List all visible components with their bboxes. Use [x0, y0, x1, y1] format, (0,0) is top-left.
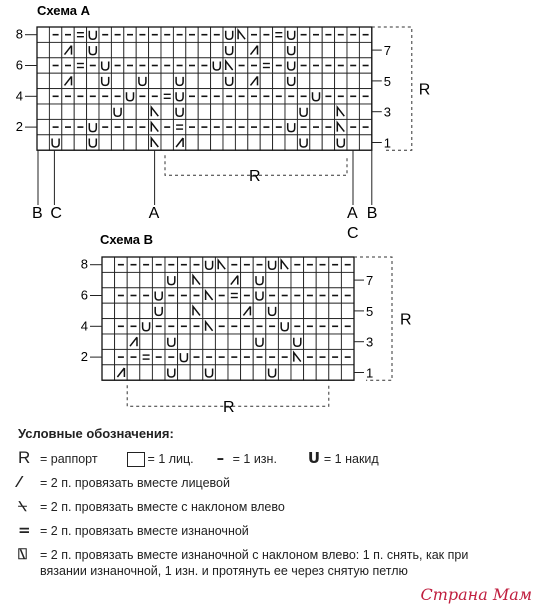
schema-b-cell — [241, 272, 254, 287]
schema-a-rapport-label-bottom: R — [249, 168, 261, 186]
schema-a-cell — [310, 89, 322, 104]
legend-knit: = 1 лиц. — [147, 452, 194, 466]
schema-b-cell — [152, 334, 165, 349]
schema-a-cell — [49, 73, 61, 88]
schema-b-cell — [278, 303, 291, 318]
schema-b-row-number: 8 — [80, 256, 88, 272]
schema-b-cell — [102, 257, 115, 272]
schema-b-cell — [178, 365, 191, 380]
schema-a-cell — [248, 135, 260, 150]
schema-a-cell — [260, 135, 272, 150]
schema-b-cell — [140, 365, 153, 380]
schema-a-cell — [186, 104, 198, 119]
legend-p2tog: = 2 п. провязать вместе изнаночной — [40, 524, 249, 538]
schema-a-cell — [74, 42, 86, 57]
schema-a-cell — [211, 42, 223, 57]
schema-b-cell — [190, 365, 203, 380]
schema-a-cell — [211, 58, 223, 73]
schema-a-cell — [347, 73, 359, 88]
schema-a-cell — [161, 135, 173, 150]
schema-b-cell — [228, 288, 241, 303]
schema-a-cell — [186, 73, 198, 88]
schema-a-cell — [87, 135, 99, 150]
schema-b-cell — [304, 303, 317, 318]
schema-a-cell — [260, 73, 272, 88]
schema-b-cell — [329, 365, 342, 380]
schema-a-cell — [87, 27, 99, 42]
schema-b-cell — [102, 334, 115, 349]
schema-b-row-number: 2 — [80, 349, 88, 365]
schema-b-cell — [165, 272, 178, 287]
schema-a-cell — [335, 73, 347, 88]
schema-b-cell — [102, 272, 115, 287]
schema-a-cell — [74, 104, 86, 119]
schema-a-cell — [124, 73, 136, 88]
schema-b-cell — [203, 334, 216, 349]
legend-ssk: = 2 п. провязать вместе с наклоном влево — [40, 500, 285, 514]
schema-b-cell — [140, 319, 153, 334]
schema-b-cell — [304, 272, 317, 287]
schema-a-cell — [136, 104, 148, 119]
schema-b-cell — [178, 303, 191, 318]
schema-a-cell — [297, 42, 309, 57]
schema-b-cell — [266, 303, 279, 318]
schema-b-cell — [329, 272, 342, 287]
schema-a-cell — [37, 73, 49, 88]
schema-a-rapport-bracket-right — [372, 27, 412, 150]
schema-a-row-number: 7 — [383, 43, 392, 59]
schema-b-cell — [253, 303, 266, 318]
legend-k2tog: = 2 п. провязать вместе лицевой — [40, 476, 230, 490]
schema-a-cell — [186, 135, 198, 150]
schema-b-cell — [241, 365, 254, 380]
schema-a-cell — [273, 104, 285, 119]
schema-a-cell — [74, 58, 86, 73]
schema-b-cell — [291, 272, 304, 287]
schema-b-cell — [165, 303, 178, 318]
schema-b-cell — [190, 334, 203, 349]
schema-a-cell — [111, 73, 123, 88]
schema-a-cell — [62, 104, 74, 119]
schema-a-cell — [173, 104, 185, 119]
schema-a-cell — [359, 42, 371, 57]
schema-a-title: Схема A — [37, 3, 91, 18]
schema-b-cell — [316, 303, 329, 318]
ssk-icon: ⍀ — [18, 497, 28, 515]
schema-a-cell — [359, 135, 371, 150]
schema-a-cell — [161, 104, 173, 119]
schema-a-cell — [87, 73, 99, 88]
schema-b-cell — [341, 365, 354, 380]
knit-symbol — [127, 452, 145, 467]
schema-a-cell — [111, 104, 123, 119]
schema-b-cell — [241, 334, 254, 349]
schema-a-cell — [37, 58, 49, 73]
schema-b-cell — [329, 334, 342, 349]
schema-a-cell — [285, 119, 297, 134]
schema-a-cell — [260, 104, 272, 119]
schema-a-cell — [136, 73, 148, 88]
schema-b-cell — [140, 349, 153, 364]
schema-a-cell — [198, 104, 210, 119]
schema-b-cell — [253, 365, 266, 380]
schema-a-cell — [99, 135, 111, 150]
schema-a-cell — [285, 73, 297, 88]
schema-b-cell — [203, 365, 216, 380]
schema-a-cell — [74, 27, 86, 42]
schema-b-cell — [102, 365, 115, 380]
schema-b-cell — [115, 272, 128, 287]
schema-a-cell — [161, 73, 173, 88]
schema-a-cell — [285, 42, 297, 57]
schema-a-cell — [111, 135, 123, 150]
schema-a-cell — [74, 73, 86, 88]
schema-a-cell — [235, 135, 247, 150]
schema-a-column-letter: B — [366, 205, 378, 222]
schema-a-row-number: 5 — [383, 73, 392, 89]
schema-a-cell — [111, 42, 123, 57]
schema-a-cell — [322, 104, 334, 119]
schema-b-cell — [304, 334, 317, 349]
schema-a-cell — [235, 42, 247, 57]
schema-a-cell — [62, 135, 74, 150]
schema-a-cell — [173, 42, 185, 57]
schema-a-row-number: 2 — [15, 119, 23, 135]
schema-a-cell — [285, 104, 297, 119]
schema-a-cell — [273, 42, 285, 57]
schema-a-row-number: 6 — [15, 57, 23, 73]
schema-b-cell — [115, 303, 128, 318]
schema-b-cell — [215, 303, 228, 318]
schema-a-cell — [359, 73, 371, 88]
schema-a-cell — [235, 104, 247, 119]
schema-a-cell — [310, 42, 322, 57]
schema-b-rapport-label-right: R — [400, 311, 412, 329]
legend-row-symbols — [18, 448, 379, 468]
schema-b-cell — [266, 334, 279, 349]
schema-a-cell — [99, 42, 111, 57]
legend-row-k2tog — [18, 473, 230, 491]
schema-a-cell — [285, 27, 297, 42]
legend-heading: Условные обозначения: — [18, 426, 174, 441]
schema-b-cell — [329, 303, 342, 318]
schema-a-cell — [37, 104, 49, 119]
schema-b-row-number: 1 — [366, 365, 374, 381]
schema-a-cell — [49, 135, 61, 150]
schema-b-cell — [102, 349, 115, 364]
schema-a-cell — [124, 89, 136, 104]
schema-a-cell — [310, 104, 322, 119]
schema-a-cell — [49, 104, 61, 119]
schema-a-cell — [273, 135, 285, 150]
schema-b-cell — [127, 272, 140, 287]
schema-b-cell — [215, 334, 228, 349]
schema-b-row-number: 4 — [80, 318, 88, 334]
schema-a-cell — [273, 73, 285, 88]
schema-b-cell — [165, 334, 178, 349]
schema-a-cell — [173, 73, 185, 88]
schema-b-cell — [341, 334, 354, 349]
schema-b-cell — [178, 334, 191, 349]
schema-b-cell — [178, 272, 191, 287]
schema-b-row-number: 7 — [366, 273, 374, 289]
schema-b-cell — [316, 334, 329, 349]
schema-b-cell — [152, 303, 165, 318]
schema-b-cell — [278, 365, 291, 380]
schema-b-cell — [215, 365, 228, 380]
schema-a-cell — [260, 58, 272, 73]
schema-a-cell — [285, 58, 297, 73]
schema-a-cell — [310, 73, 322, 88]
schema-b-cell — [253, 272, 266, 287]
schema-a-row-number: 1 — [383, 135, 392, 151]
schema-a-cell — [347, 42, 359, 57]
schema-a-cell — [87, 42, 99, 57]
schema-b-cell — [278, 319, 291, 334]
schema-a-cell — [37, 42, 49, 57]
schema-a-column-letter: C — [347, 225, 359, 242]
schema-b-cell — [152, 272, 165, 287]
schema-a-cell — [149, 42, 161, 57]
schema-a-cell — [322, 135, 334, 150]
schema-a-cell — [149, 73, 161, 88]
yarnover-symbol: U — [307, 449, 321, 467]
schema-a-cell — [223, 104, 235, 119]
schema-a-cell — [99, 104, 111, 119]
schema-a-cell — [198, 135, 210, 150]
schema-a-cell — [211, 135, 223, 150]
schema-b-cell — [266, 257, 279, 272]
schema-a-cell — [136, 135, 148, 150]
schema-a-cell — [37, 27, 49, 42]
legend-row-ssp — [18, 545, 468, 563]
rapport-symbol: R — [18, 448, 31, 467]
schema-a-cell — [322, 73, 334, 88]
k2tog-icon: ⁄ — [18, 473, 21, 491]
schema-b-title: Схема B — [100, 232, 154, 247]
schema-b-row-number: 6 — [80, 287, 88, 303]
ssp-icon: ⍂ — [18, 545, 28, 563]
schema-a-cell — [161, 42, 173, 57]
schema-b-cell — [316, 272, 329, 287]
schema-b-cell — [102, 303, 115, 318]
schema-a-cell — [173, 89, 185, 104]
schema-a-cell — [285, 135, 297, 150]
schema-b-cell — [203, 272, 216, 287]
schema-b-cell — [316, 365, 329, 380]
schema-a-cell — [347, 135, 359, 150]
schema-a-cell — [310, 135, 322, 150]
schema-a-cell — [186, 42, 198, 57]
legend-rapport: = раппорт — [40, 452, 98, 466]
legend-yarnover: = 1 накид — [323, 452, 379, 466]
schema-a-cell — [99, 58, 111, 73]
legend-ssp-line1: = 2 п. провязать вместе изнаночной с наклоном влево: 1 п. снять, как при — [40, 548, 469, 562]
schema-b-cell — [178, 349, 191, 364]
schema-b-cell — [165, 365, 178, 380]
schema-b-cell — [266, 365, 279, 380]
schema-a-cell — [49, 42, 61, 57]
schema-b-cell — [102, 319, 115, 334]
schema-b-rapport-label-bottom: R — [223, 399, 235, 417]
schema-b-cell — [127, 365, 140, 380]
legend-row-p2tog — [18, 521, 249, 539]
schema-a-cell — [136, 42, 148, 57]
schema-a-cell — [87, 104, 99, 119]
schema-a-cell — [223, 73, 235, 88]
schema-b-cell — [115, 334, 128, 349]
schema-b-cell — [341, 303, 354, 318]
schema-a-cell — [335, 42, 347, 57]
schema-a-cell — [74, 135, 86, 150]
schema-b-cell — [140, 303, 153, 318]
schema-a-cell — [260, 42, 272, 57]
schema-a-rapport-label-right: R — [418, 81, 431, 99]
schema-a-cell — [211, 73, 223, 88]
schema-a-cell — [335, 135, 347, 150]
schema-a-cell — [198, 42, 210, 57]
schema-b-cell — [152, 365, 165, 380]
schema-a-cell — [223, 42, 235, 57]
schema-b-cell — [341, 272, 354, 287]
schema-b-cell — [266, 272, 279, 287]
schema-a-cell — [223, 135, 235, 150]
legend-row-ssk — [18, 497, 285, 515]
schema-a-cell — [322, 42, 334, 57]
legend-purl: = 1 изн. — [232, 452, 277, 466]
schema-b-cell — [291, 334, 304, 349]
schema-b-row-number: 3 — [366, 334, 374, 350]
schema-a-cell — [223, 27, 235, 42]
schema-b-cell — [215, 272, 228, 287]
schema-a-cell — [99, 73, 111, 88]
schema-a-cell — [124, 135, 136, 150]
schema-b-cell — [253, 288, 266, 303]
schema-b-cell — [203, 303, 216, 318]
schema-b-cell — [140, 272, 153, 287]
schema-b-cell — [228, 365, 241, 380]
schema-a-cell — [37, 135, 49, 150]
schema-b-row-number: 5 — [366, 303, 374, 319]
schema-b-cell — [228, 303, 241, 318]
p2tog-icon: = — [18, 521, 31, 539]
schema-a-column-letter: A — [148, 205, 160, 222]
schema-a-row-number: 3 — [383, 104, 392, 120]
schema-b-cell — [102, 288, 115, 303]
schema-b-cell — [304, 365, 317, 380]
schema-a-cell — [297, 73, 309, 88]
schema-b-cell — [291, 365, 304, 380]
schema-b-cell — [203, 257, 216, 272]
schema-b-cell — [228, 334, 241, 349]
schema-a-cell — [37, 89, 49, 104]
schema-a-row-number: 8 — [15, 26, 23, 42]
schema-a-cell — [124, 42, 136, 57]
schema-a-cell — [347, 104, 359, 119]
schema-a-cell — [297, 135, 309, 150]
schema-a-cell — [173, 119, 185, 134]
schema-a-cell — [198, 73, 210, 88]
schema-b-cell — [152, 288, 165, 303]
schema-a-column-letter: B — [32, 205, 43, 222]
schema-a-cell — [37, 119, 49, 134]
schema-a-cell — [161, 89, 173, 104]
schema-a-cell — [248, 104, 260, 119]
schema-b-cell — [253, 334, 266, 349]
schema-b-cell — [127, 303, 140, 318]
schema-a-column-letter: A — [347, 205, 358, 222]
schema-a-row-number: 4 — [15, 88, 23, 104]
schema-a-cell — [124, 104, 136, 119]
schema-b-cell — [291, 303, 304, 318]
schema-a-cell — [297, 104, 309, 119]
schema-a-cell — [235, 73, 247, 88]
watermark: Страна Мам — [420, 585, 532, 604]
schema-a-cell — [359, 104, 371, 119]
purl-symbol: – — [216, 449, 225, 467]
schema-b-cell — [278, 272, 291, 287]
legend-ssp-line2: вязании изнаночной, 1 изн. и протянуть ее через снятую петлю — [40, 564, 408, 578]
schema-b-cell — [278, 334, 291, 349]
schema-a-cell — [211, 104, 223, 119]
schema-a-column-letter: C — [50, 205, 62, 222]
schema-a-cell — [273, 27, 285, 42]
schema-b-cell — [140, 334, 153, 349]
schema-a-cell — [87, 119, 99, 134]
